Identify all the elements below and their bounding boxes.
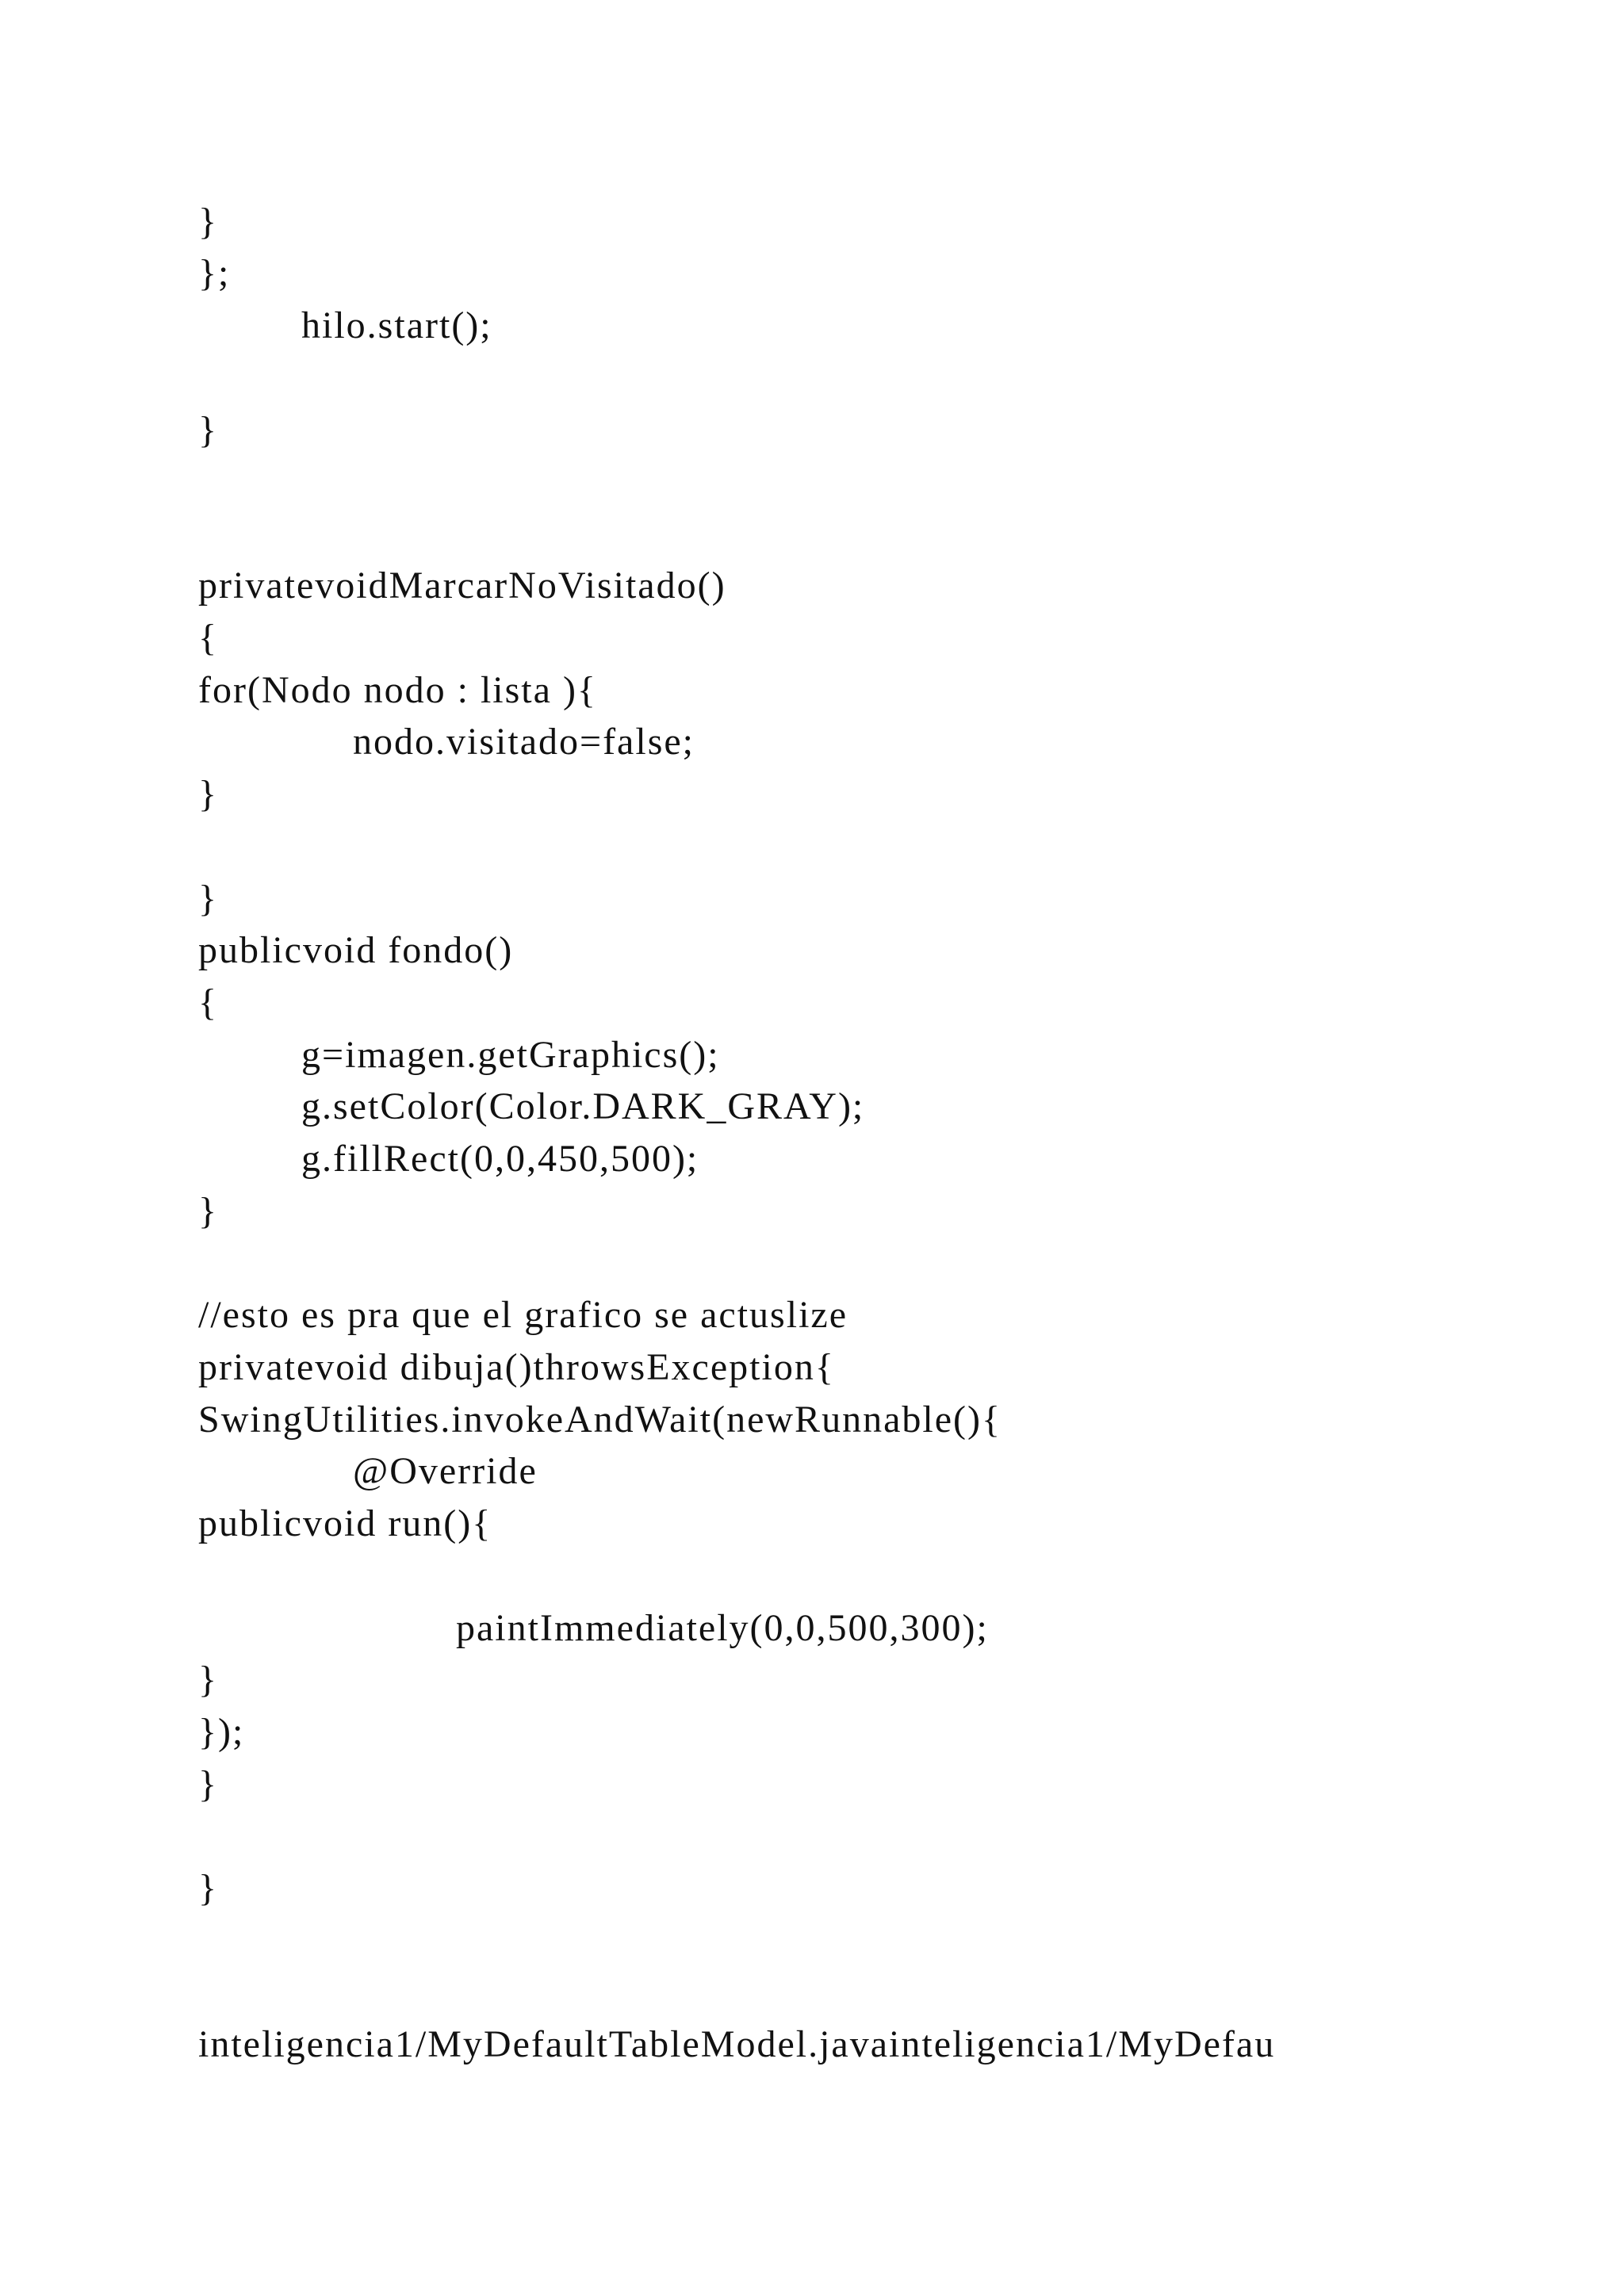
code-line: } xyxy=(198,409,219,451)
code-line: g=imagen.getGraphics(); xyxy=(301,1034,720,1076)
code-line: }); xyxy=(198,1711,245,1753)
file-path-line: inteligencia1/MyDefaultTableModel.javainteligencia1/MyDefau xyxy=(198,2023,1276,2065)
code-line: } xyxy=(198,1763,219,1805)
code-line: nodo.visitado=false; xyxy=(353,721,695,763)
code-line: paintImmediately(0,0,500,300); xyxy=(456,1607,989,1649)
code-line: SwingUtilities.invokeAndWait(newRunnable(){ xyxy=(198,1399,1002,1441)
code-line: } xyxy=(198,1867,219,1909)
code-line: g.setColor(Color.DARK_GRAY); xyxy=(301,1085,865,1127)
code-line: for(Nodo nodo : lista ){ xyxy=(198,669,597,711)
code-line: }; xyxy=(198,252,231,294)
code-line: { xyxy=(198,617,219,659)
code-line: } xyxy=(198,1190,219,1232)
code-line: publicvoid run(){ xyxy=(198,1502,492,1544)
code-comment: //esto es pra que el grafico se actuslize xyxy=(198,1294,848,1336)
code-line: } xyxy=(198,773,219,815)
code-line: hilo.start(); xyxy=(301,304,492,346)
code-line: privatevoid dibuja()throwsException{ xyxy=(198,1346,835,1388)
code-line: } xyxy=(198,1659,219,1701)
code-line: { xyxy=(198,982,219,1024)
code-line: g.fillRect(0,0,450,500); xyxy=(301,1138,699,1180)
code-line: privatevoidMarcarNoVisitado() xyxy=(198,564,726,607)
code-line: } xyxy=(198,201,219,243)
code-line: publicvoid fondo() xyxy=(198,929,514,971)
code-line: } xyxy=(198,878,219,920)
code-line: @Override xyxy=(353,1450,538,1492)
